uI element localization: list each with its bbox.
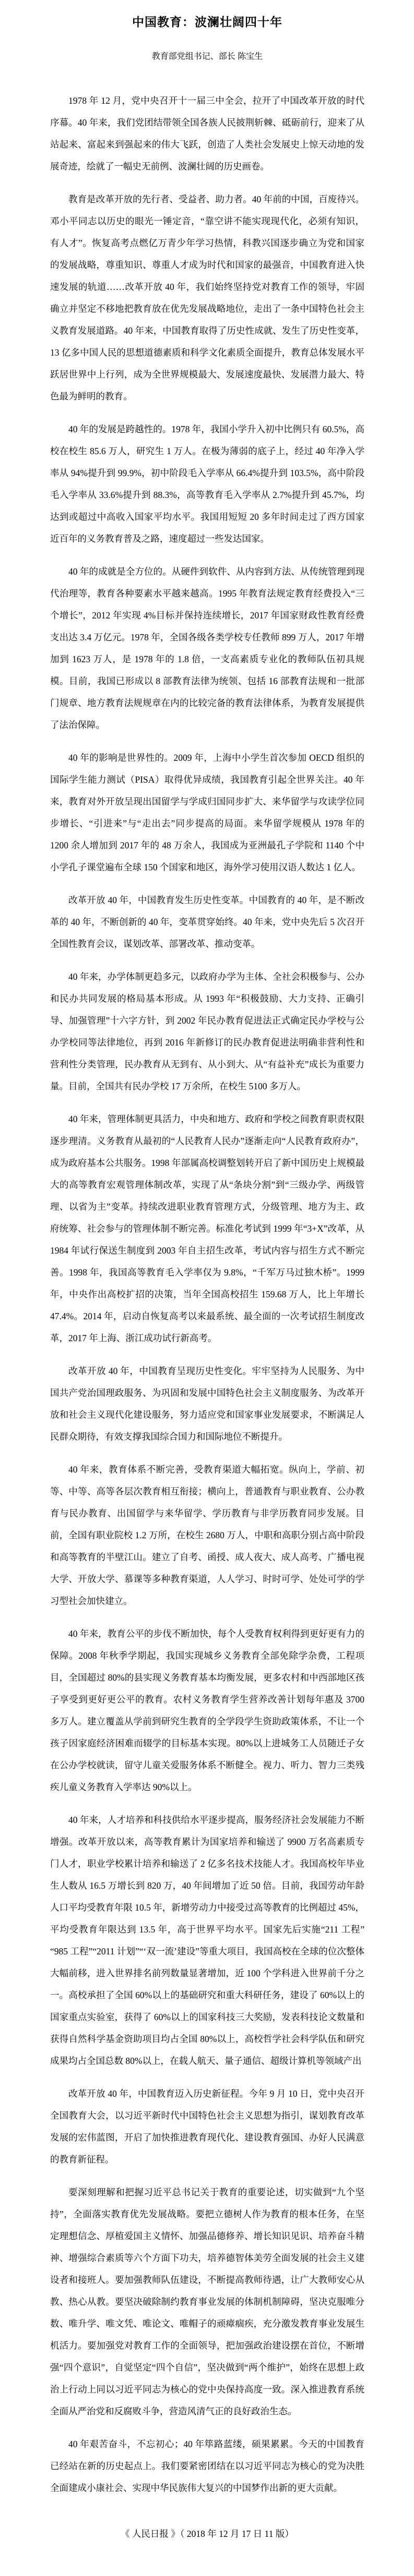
paragraph: 40 年来，人才培养和科技供给水平逐步提高，服务经济社会发展能力不断增强。改革开放以来，高等教育累计为国家培养和输送了 9900 万名高素质专门人才，职业学校累计培养和输送了 2 亿多名技术技能人才。我国高校年毕业生人数从 16.5 万增长到 820 万，40 年间增加了近 50 倍。目前，我国劳动年龄人口平均受教育年限 10.5 年，新增劳动力中接受过高等教育的比例超过 45%，平均受教育年限达到 13.5 年，高于世界平均水平。国家先后实施“211 工程”“985 工程”“2011 计划”“‘双一流’建设”等重大项目，我国高校在全球的位次整体大幅前移，进入世界排名前列数量显著增加，近 100 个学科进入世界前千分之一。高校承担了全国 60%以上的基础研究和重大科研任务，建设了 60%以上的国家重点实验室，获得了 60%以上的国家科技三大奖励，发表科技论文数量和获得自然科学基金资助项目均占全国 80%以上，高校哲学社会科学队伍和研究成果均占全国总数 80%以上，在载人航天、量子通信、超级计算机等领域产出 [50,1815,364,2066]
paragraph: 40 年来，办学体制更趋多元，以政府办学为主体、全社会积极参与、公办和民办共同发展的格局基本形成。从 1993 年“积极鼓励、大力支持、正确引导、加强管理”十六字方针，到 2002 年民办教育促进法正式确定民办学校与公办学校同等法律地位，再到 2016 年新修订的民办教育促进法明确非营利性和营利性分类管理，民办教育从无到有、从小到大、从“有益补充”成长为重要力量。目前，全国共有民办学校 17 万余所，在校生 5100 多万人。 [50,971,364,1091]
paragraph: 40 年来，教育公平的步伐不断加快，每个人受教育权利得到更好更有力的保障。2008 年秋季学期起，我国实现城乡义务教育全部免除学杂费，工程项目，全国超过 80%的县实现义务教育基本均衡发展，更多农村和中西部地区孩子享受到更好更公平的教育。农村义务教育学生营养改善计划每年惠及 3700 多万人。建立覆盖从学前到研究生教育的全学段学生资助政策体系，不让一个孩子因家庭经济困难而辍学的目标基本实现。80%以上进城务工人员随迁子女在公办学校就读，留守儿童关爱服务体系不断健全。视力、听力、智力三类残疾儿童义务教育入学率达 90%以上。 [50,1629,364,1792]
paragraph: 40 年来，教育体系不断完善，受教育渠道大幅拓宽。纵向上，学前、初等、中等、高等各层次教育相互衔接；横向上，普通教育与职业教育、公办教育与民办教育、出国留学与来华留学、学历教育与非学历教育同步发展。目前，全国有职业院校 1.2 万所，在校生 2680 万人，中职和高职分别占高中阶段和高等教育的半壁江山。建立了自考、函授、成人夜大、成人高考、广播电视大学、开放大学、慕课等多种教育渠道，人人学习、时时可学、处处可学的学习型社会加快建立。 [50,1464,364,1606]
paragraph: 改革开放 40 年，中国教育呈现历史性变化。牢牢坚持为人民服务、为中国共产党治国理政服务、为巩固和发展中国特色社会主义制度服务、为改革开放和社会主义现代化建设服务，努力适应党和国家事业发展要求，不断满足人民群众期待，有效支撑我国综合国力和国际地位不断提升。 [50,1366,364,1442]
source-citation: 《 人民日报 》（ 2018 年 12 月 17 日 11 版） [121,2529,294,2539]
paragraph: 要深刻理解和把握习近平总书记关于教育的重要论述，切实做到“九个坚持”，全面落实教育优先发展战略。要把立德树人作为教育的根本任务，在坚定理想信念、厚植爱国主义情怀、加强品德修养、增长知识见识、培养奋斗精神、增强综合素质等六个方面下功夫，培养德智体美劳全面发展的社会主义建设者和接班人。要加强教师队伍建设，不断提高教师待遇，让广大教师安心从教、热心从教。要坚决破除制约教育事业发展的体制机制障碍，坚决克服唯分数、唯升学、唯文凭、唯论文、唯帽子的顽瘴痼疾，充分激发教育事业发展生机活力。要加强党对教育工作的全面领导，把加强政治建设摆在首位，不断增强“四个意识”，自觉坚定“四个自信”，坚决做到“两个维护”，始终在思想上政治上行动上同以习近平同志为核心的党中央保持高度一致。深入推进教育系统全面从严治党和反腐败斗争，营造风清气正的良好政治生态。 [50,2187,364,2416]
document-title: 中国教育：波澜壮阔四十年 [132,15,282,29]
article-body [50,90,364,2499]
document-byline: 教育部党组书记、部长 陈宝生 [151,52,263,61]
paragraph: 40 年的发展是跨越性的。1978 年，我国小学升入初中比例只有 60.5%，高校在校生 85.6 万人，研究生 1 万人。在极为薄弱的底子上，经过 40 年净入学率从 94%提升到 99.9%，初中阶段毛入学率从 66.4%提升到 103.5%，高中阶段毛入学率从 33.6%提升到 88.3%，高等教育毛入学率从 2.7%提升到 45.7%，均达到或超过中高收入国家平均水平。我国用短短 20 多年时间走过了西方国家近百年的义务教育普及之路，速度超过一些发达国家。 [50,424,364,544]
paragraph: 40 年的影响是世界性的。2009 年，上海中小学生首次参加 OECD 组织的国际学生能力测试（PISA）取得优异成绩，我国教育引起全世界关注。40 年来，教育对外开放呈现出国留学与学成归国同步扩大、来华留学与攻读学位同步增长、“引进来”与“走出去”同步提高的局面。来华留学规模从 1978 年的 1200 余人增加到 2017 年的 48 万余人，我国成为亚洲最孔子学院和 1140 个中小学孔子课堂遍布全球 150 个国家和地区，海外学习使用汉语人数达 1 亿人。 [50,752,364,872]
paragraph: 40 年来，管理体制更具活力，中央和地方、政府和学校之间教育职责权限逐步理清。义务教育从最初的“人民教育人民办”逐渐走向“人民教育政府办”，成为政府基本公共服务。1998 年部属高校调整划转开启了新中国历史上规模最大的高等教育宏观管理体制改革，实现了从“条块分割”到“三级办学、两级管理、以省为主”变革。持续改进职业教育管理方式，分级管理、地方为主、政府统筹、社会参与的管理体制不断完善。标准化考试到 1999 年“3+X”改革，从 1984 年试行保送生制度到 2003 年自主招生改革，考试内容与招生方式不断完善。1998 年，我国高等教育毛入学率仅为 9.8%，“千军万马过独木桥”。1999 年，中央作出高校扩招的决策，当年全国高校招生 159.68 万人，比上年增长 47.4%。2014 年，启动自恢复高考以来最系统、最全面的一次考试招生制度改革，2017 年上海、浙江成功试行新高考。 [50,1114,364,1343]
paragraph: 40 年的成就是全方位的。从硬件到软件、从内容到方法、从传统管理到现代治理等，教育各种要素水平越来越高。1995 年教育法规定教育经费投入“三个增长”，2012 年实现 4%目标并保持连续增长，2017 年国家财政性教育经费支出达 3.4 万亿元。1978 年，全国各级各类学校专任教师 899 万人，2017 年增加到 1623 万人，是 1978 年的 1.8 倍，一支高素质专业化的教师队伍初具规模。目前，我国已形成以 8 部教育法律为统领、包括 16 部教育法规和一批部门规章、地方教育法规规章在内的比较完备的教育法律体系，为教育发展提供了法治保障。 [50,566,364,730]
paragraph: 教育是改革开放的先行者、受益者、助力者。40 年前的中国，百废待兴。邓小平同志以历史的眼光一锤定音，“靠空讲不能实现现代化，必须有知识，有人才”。恢复高考点燃亿万青少年学习热情，科教兴国逐步确立为党和国家的发展战略，尊重知识、尊重人才成为时代和国家的最强音，中国教育进入快速发展的轨道……改革开放 40 年，我们始终坚持党对教育工作的领导，牢固确立并坚定不移地把教育放在优先发展战略地位，走出了一条中国特色社会主义教育发展道路。40 年来，中国教育取得了历史性成就、发生了历史性变革，13 亿多中国人民的思想道德素质和科学文化素质全面提升，教育总体发展水平跃居世界中上行列，成为全世界规模最大、发展速度最快、发展潜力最大、特色最为鲜明的教育。 [50,194,364,402]
paragraph: 1978 年 12 月，党中央召开十一届三中全会，拉开了中国改革开放的时代序幕。40 年来，我们党团结带领全国各族人民披荆斩棘、砥砺前行，迎来了从站起来、富起来到强起来的伟大飞跃，创造了人类社会发展史上惊天动地的发展奇迹，绘就了一幅史无前例、波澜壮阔的历史画卷。 [50,95,364,172]
paragraph: 40 年艰苦奋斗，不忘初心；40 年筚路蓝缕，硕果累累。今天的中国教育已经站在新的历史起点上。我们要紧密团结在以习近平同志为核心的党为决胜全面建成小康社会、实现中华民族伟大复兴的中国梦作出新的更大贡献。 [50,2439,364,2493]
paragraph: 改革开放 40 年，中国教育迈入历史新征程。今年 9 月 10 日，党中央召开全国教育大会，以习近平新时代中国特色社会主义思想为指引，谋划教育改革发展的宏伟蓝图，开启了加快推进教育现代化、建设教育强国、办好人民满意的教育新征程。 [50,2088,364,2165]
paragraph: 改革开放 40 年，中国教育发生历史性变革。中国教育的 40 年，是不断改革的 40 年，不断创新的 40 年，变革贯穿始终。40 年来，党中央先后 5 次召开全国性教育会议，谋划改革、部署改革、推动变革。 [50,895,364,949]
